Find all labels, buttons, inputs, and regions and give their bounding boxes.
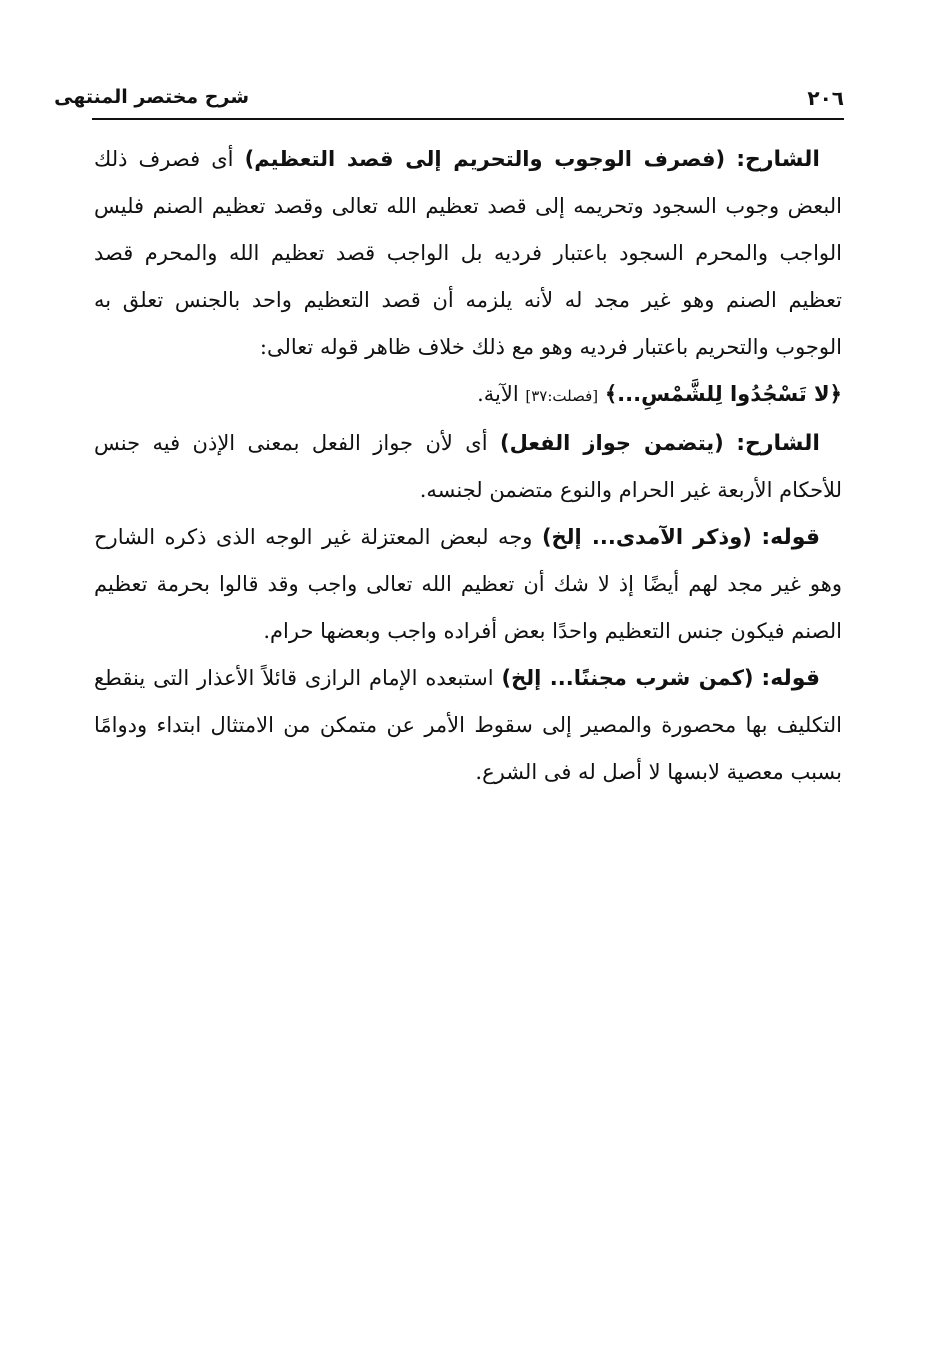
verse-suffix: الآية. (477, 382, 519, 406)
commentary-text (94, 136, 842, 796)
quoted-phrase: (وذكر الآمدى... إلخ) (541, 525, 752, 549)
quoted-phrase: (فصرف الوجوب والتحريم إلى قصد التعظيم) (244, 147, 726, 171)
quran-verse: ﴿لا تَسْجُدُوا لِلشَّمْسِ...﴾ (604, 382, 842, 406)
paragraph-sharih-2 (94, 420, 842, 514)
quoted-phrase: (كمن شرب مجننًا... إلخ) (501, 666, 754, 690)
paragraph-label: قوله: (761, 525, 820, 550)
header-divider (92, 118, 844, 120)
page-header (54, 82, 844, 118)
paragraph-text: أى فصرف ذلك البعض وجوب السجود وتحريمه إلى قصد تعظيم الله تعالى وقصد تعظيم الصنم فليس الواجب والمحرم السجود باعتبار فرديه بل الواجب قصد تعظيم الله والمحرم قصد تعظيم الصنم وهو غير مجد له لأنه يلزمه أن قصد التعظيم واحد بالجنس تعلق به الوجوب والتحريم باعتبار فرديه وهو مع ذلك خلاف ظاهر قوله تعالى: (94, 147, 842, 359)
paragraph-text: استبعده الإمام الرازى قائلاً الأعذار التى ينقطع التكليف بها محصورة والمصير إلى سقوط الأمر عن متمكن من الامتثال ابتداء ودوامًا بسبب معصية لابسها لا أصل له فى الشرع. (94, 666, 842, 784)
verse-reference: [فصلت:٣٧] (525, 387, 599, 405)
paragraph-sharih-1 (94, 136, 842, 371)
paragraph-qawluhu-2 (94, 655, 842, 796)
page-number: ٢٠٦ (807, 86, 844, 110)
paragraph-text: أى لأن جواز الفعل بمعنى الإذن فيه جنس للأحكام الأربعة غير الحرام والنوع متضمن لجنسه. (94, 431, 842, 502)
paragraph-qawluhu-1 (94, 514, 842, 655)
running-title: شرح مختصر المنتهى (54, 86, 249, 108)
paragraph-label: الشارح: (736, 147, 820, 172)
paragraph-text: وجه لبعض المعتزلة غير الوجه الذى ذكره الشارح وهو غير مجد لهم أيضًا إذ لا شك أن تعظيم الله تعالى واجب وقد قالوا بحرمة تعظيم الصنم فيكون جنس التعظيم واحدًا بعض أفراده واجب وبعضها حرام. (94, 525, 842, 643)
quoted-phrase: (يتضمن جواز الفعل) (499, 431, 724, 455)
quran-verse-line (94, 371, 842, 420)
paragraph-label: الشارح: (736, 431, 820, 456)
paragraph-label: قوله: (761, 666, 821, 691)
